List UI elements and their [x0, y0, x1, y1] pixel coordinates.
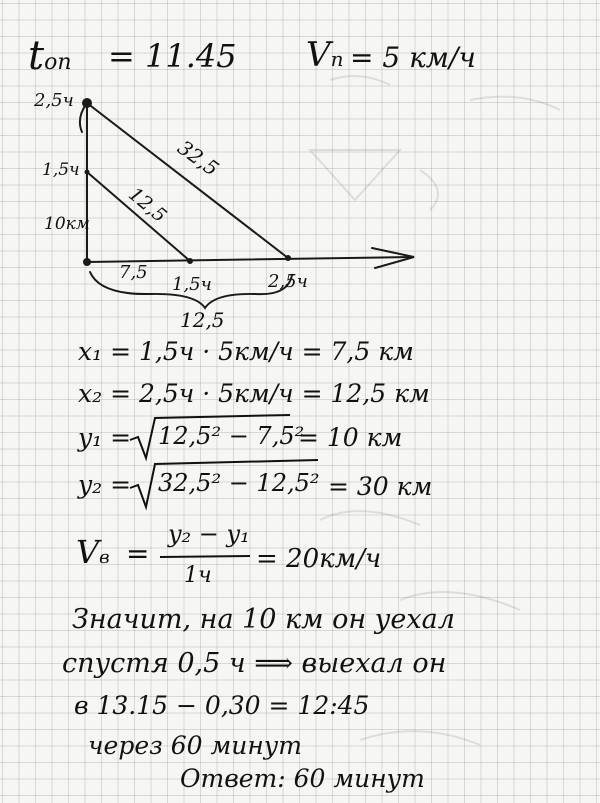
label-brace-value: 12,5: [180, 308, 225, 332]
equation-y1-left: y₁ =: [78, 423, 132, 452]
label-base-short: 7,5: [119, 262, 148, 283]
label-tick-1: 1,5ч: [172, 274, 212, 295]
conclusion-line-4: через 60 минут: [88, 731, 302, 760]
label-left-segment: 10км: [44, 214, 90, 234]
equation-vb-denominator: 1ч: [184, 563, 212, 588]
label-hyp-long: 32,5: [173, 135, 224, 181]
equation-x2: x₂ = 2,5ч · 5км/ч = 12,5 км: [78, 379, 430, 408]
equation-vb-numerator: y₂ − y₁: [168, 520, 250, 548]
label-point-top: 2,5ч: [34, 90, 74, 111]
header-t-value: = 11.45: [108, 37, 237, 75]
header-t-label: ton: [28, 33, 72, 79]
equation-y1-radicand: 12,5² − 7,5²: [158, 422, 305, 450]
equation-vb-equals: =: [126, 537, 150, 570]
equation-vb-left: Vв: [76, 533, 110, 571]
answer-line: Ответ: 60 минут: [180, 764, 425, 793]
header-v-value: = 5 км/ч: [350, 41, 476, 74]
conclusion-line-3: в 13.15 − 0,30 = 12:45: [74, 691, 370, 720]
equation-vb-right: = 20км/ч: [256, 544, 382, 574]
equation-y2-right: = 30 км: [328, 472, 433, 501]
equation-y2-left: y₂ =: [78, 470, 132, 499]
equation-y2-radicand: 32,5² − 12,5²: [158, 469, 320, 497]
conclusion-line-1: Значит, на 10 км он уехал: [72, 604, 455, 635]
header-v-label: Vn: [306, 35, 344, 75]
equation-y1-right: = 10 км: [298, 423, 403, 452]
equation-x1: x₁ = 1,5ч · 5км/ч = 7,5 км: [78, 337, 414, 366]
label-hyp-short: 12,5: [124, 183, 171, 228]
conclusion-line-2: спустя 0,5 ч ⟹ выехал он: [62, 648, 447, 679]
label-tick-2: 2,5ч: [268, 271, 308, 292]
label-point-mid: 1,5ч: [42, 160, 80, 180]
